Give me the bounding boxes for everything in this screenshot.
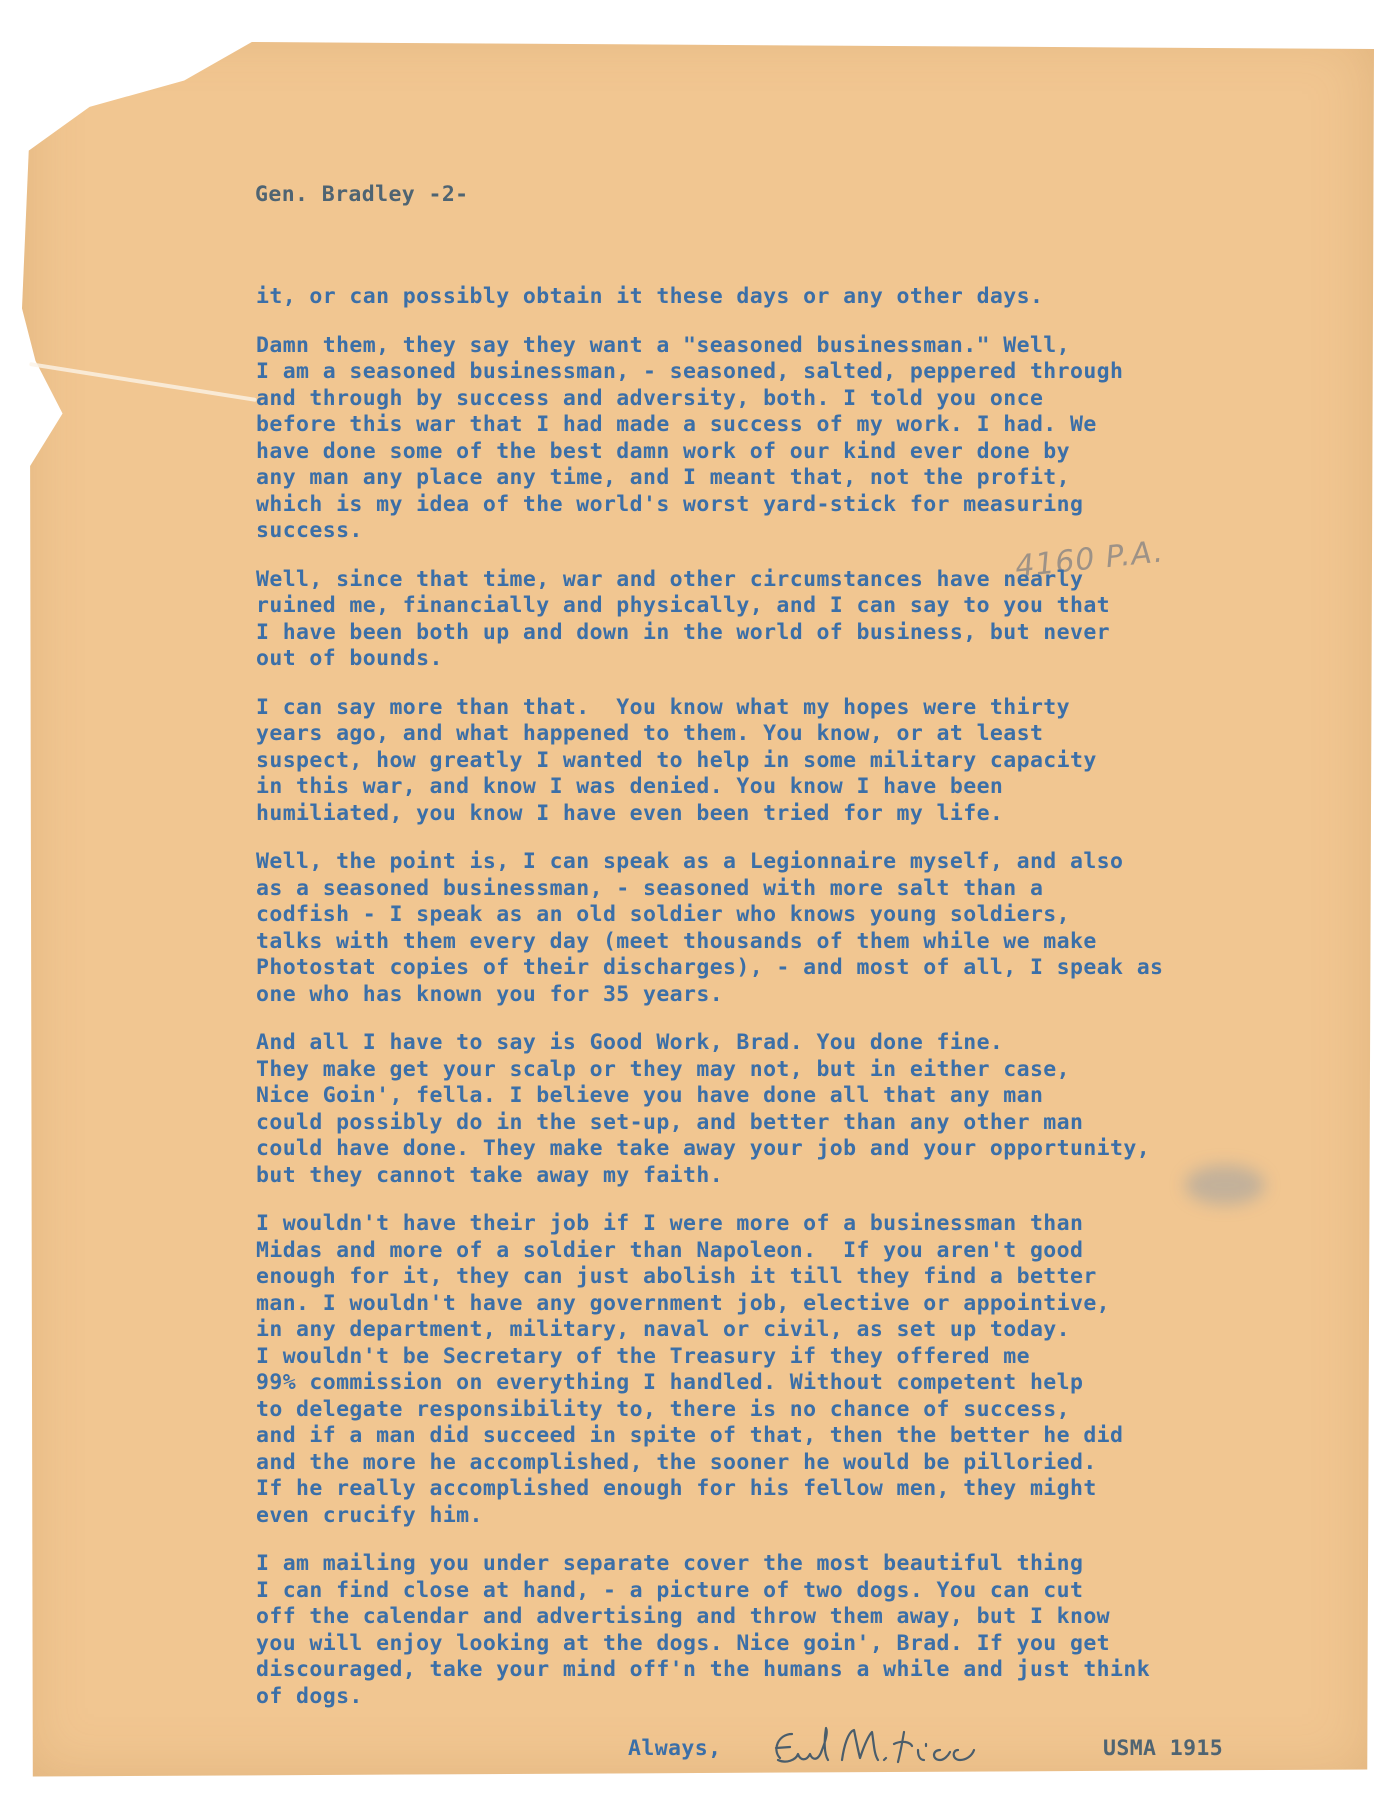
paragraph-6 — [256, 1030, 1356, 1189]
text-line: you will enjoy looking at the dogs. Nice goin', Brad. If you get — [256, 1630, 1111, 1656]
handwritten-signature — [768, 1720, 1088, 1776]
text-line: even crucify him. — [256, 1502, 483, 1528]
text-line: They make get your scalp or they may not, but in either case, — [256, 1056, 1070, 1082]
text-line: before this war that I had made a success of my work. I had. We — [256, 412, 1097, 437]
text-line: could possibly do in the set-up, and better than any other man — [256, 1109, 1084, 1135]
text-line: talks with them every day (meet thousands of them while we make — [256, 928, 1097, 954]
text-line: ruined me, financially and physically, and I can say to you that — [256, 593, 1111, 618]
text-line: suspect, how greatly I wanted to help in some military capacity — [256, 747, 1097, 773]
text-line: enough for it, they can just abolish it till they find a better — [256, 1264, 1097, 1289]
paragraph-4 — [256, 695, 1356, 828]
text-line: Well, since that time, war and other circumstances have nearly — [256, 566, 1084, 592]
text-line: codfish - I speak as an old soldier who knows young soldiers, — [256, 902, 1070, 927]
text-line: Midas and more of a soldier than Napoleon. If you aren't good — [256, 1237, 1084, 1263]
letter-body — [256, 284, 1356, 1732]
text-line: I am a seasoned businessman, - seasoned, salted, peppered through — [256, 359, 1124, 384]
text-line: and through by success and adversity, both. I told you once — [256, 385, 1044, 411]
text-line: I can say more than that. You know what my hopes were thirty — [256, 694, 1070, 720]
text-line: out of bounds. — [256, 646, 443, 671]
text-line: I am mailing you under separate cover the most beautiful thing — [256, 1551, 1084, 1576]
handwritten-annotation: 4160 P.A. — [1013, 534, 1166, 585]
text-line: Photostat copies of their discharges), - and most of all, I speak as — [256, 955, 1164, 980]
text-line: Nice Goin', fella. I believe you have done all that any man — [256, 1083, 1044, 1108]
text-line: as a seasoned businessman, - seasoned with more salt than a — [256, 875, 1044, 901]
text-line: Well, the point is, I can speak as a Legionnaire myself, and also — [256, 849, 1124, 874]
paragraph-8 — [256, 1551, 1356, 1710]
text-line: If he really accomplished enough for his fellow men, they might — [256, 1476, 1097, 1501]
text-line: years ago, and what happened to them. You know, or at least — [256, 721, 1044, 746]
text-line: I wouldn't be Secretary of the Treasury if they offered me — [256, 1343, 1030, 1369]
text-line: of dogs. — [256, 1683, 363, 1709]
text-line: success. — [256, 518, 363, 543]
text-line: and the more he accomplished, the sooner he would be pilloried. — [256, 1449, 1097, 1475]
text-line: have done some of the best damn work of our kind ever done by — [256, 438, 1070, 464]
text-line: which is my idea of the world's worst yard-stick for measuring — [256, 491, 1084, 517]
text-line: one who has known you for 35 years. — [256, 981, 724, 1007]
text-line: any man any place any time, and I meant that, not the profit, — [256, 465, 1070, 490]
paragraph-2 — [256, 333, 1356, 545]
text-line: I wouldn't have their job if I were more of a businessman than — [256, 1211, 1084, 1236]
text-line: but they cannot take away my faith. — [256, 1162, 724, 1188]
paragraph-5 — [256, 849, 1356, 1008]
paragraph-3 — [256, 567, 1356, 673]
closing: Always, — [628, 1736, 722, 1761]
text-line: off the calendar and advertising and throw them away, but I know — [256, 1604, 1111, 1629]
text-line: And all I have to say is Good Work, Brad. You done fine. — [256, 1030, 1004, 1055]
text-line: in any department, military, naval or civil, as set up today. — [256, 1317, 1070, 1342]
letter-header: Gen. Bradley -2- — [255, 182, 469, 207]
text-line: I have been both up and down in the world of business, but never — [256, 619, 1111, 645]
text-line: I can find close at hand, - a picture of two dogs. You can cut — [256, 1577, 1084, 1603]
text-line: in this war, and know I was denied. You know I have been — [256, 774, 1004, 799]
paragraph-1 — [256, 284, 1356, 311]
paragraph-7 — [256, 1211, 1356, 1529]
text-line: discouraged, take your mind off'n the humans a while and just think — [256, 1657, 1151, 1682]
text-line: and if a man did succeed in spite of that, then the better he did — [256, 1423, 1124, 1448]
text-line: Damn them, they say they want a "seasoned businessman." Well, — [256, 332, 1070, 358]
text-line: could have done. They make take away your job and your opportunity, — [256, 1136, 1151, 1161]
text-line: humiliated, you know I have even been tried for my life. — [256, 800, 1004, 826]
text-line: man. I wouldn't have any government job, elective or appointive, — [256, 1290, 1111, 1316]
text-line: to delegate responsibility to, there is no chance of success, — [256, 1396, 1070, 1422]
class-year: USMA 1915 — [1103, 1736, 1224, 1761]
text-line: 99% commission on everything I handled. Without competent help — [256, 1370, 1084, 1395]
text-line: it, or can possibly obtain it these days or any other days. — [256, 284, 1044, 309]
